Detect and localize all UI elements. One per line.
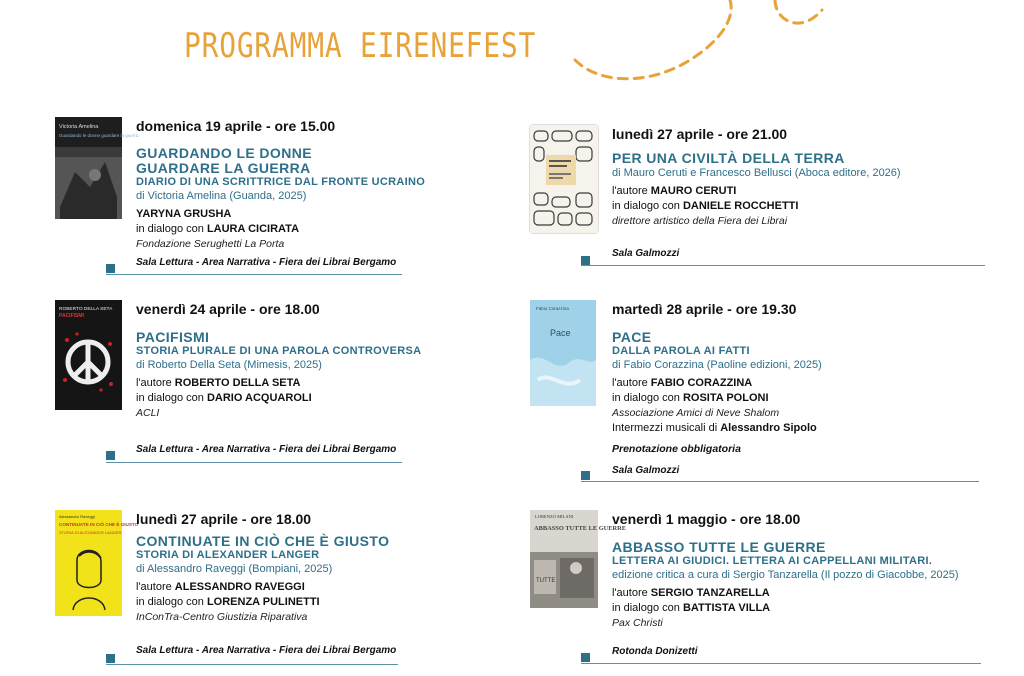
event-author: l'autore MAURO CERUTI — [612, 185, 737, 197]
event-subtitle: LETTERA AI GIUDICI. LETTERA AI CAPPELLANI MILITARI. — [612, 555, 933, 567]
cover-author-text: Fabio Corazzina — [536, 306, 569, 311]
event-speaker: YARYNA GRUSHA — [136, 208, 232, 220]
book-cover-civilta — [530, 125, 598, 233]
cover-title-text: Guardando le donne guardare la guerra — [59, 133, 139, 138]
event-subtitle: STORIA DI ALEXANDER LANGER — [136, 549, 320, 561]
book-cover-pace — [530, 300, 596, 406]
venue-marker — [106, 451, 115, 460]
venue-divider — [106, 664, 398, 665]
venue-label: Sala Galmozzi — [612, 465, 680, 476]
cover-author-text: LORENZO MILANI — [535, 514, 574, 519]
cover-title-text: Pace — [550, 328, 571, 338]
book-cover-guardando — [55, 117, 139, 219]
venue-divider — [106, 274, 402, 275]
book-cover-pacifismi — [55, 300, 122, 410]
event-subtitle: DIARIO DI UNA SCRITTRICE DAL FRONTE UCRAINO — [136, 176, 426, 188]
event-title: PACIFISMI — [136, 329, 210, 345]
venue-divider — [581, 663, 981, 664]
cover-title-text: ABBASSO TUTTE LE GUERRE — [534, 525, 627, 532]
venue-marker — [581, 471, 590, 480]
event-music: Intermezzi musicali di Alessandro Sipolo — [612, 422, 817, 434]
venue-label: Sala Lettura - Area Narrativa - Fiera dei Librai Bergamo — [136, 645, 397, 656]
event-author: l'autore FABIO CORAZZINA — [612, 377, 753, 389]
event-byline: di Fabio Corazzina (Paoline edizioni, 2025) — [612, 359, 822, 371]
event-date: domenica 19 aprile - ore 15.00 — [136, 118, 336, 134]
cover-author-text: ROBERTO DELLA SETA — [59, 307, 113, 312]
event-byline: di Mauro Ceruti e Francesco Bellusci (Aboca editore, 2026) — [612, 167, 901, 179]
booking-note: Prenotazione obbligatoria — [612, 443, 741, 455]
cover-photo-text: TUTTE — [536, 578, 556, 584]
event-author: l'autore ROBERTO DELLA SETA — [136, 377, 301, 389]
venue-divider — [581, 265, 985, 266]
event-date: lunedì 27 aprile - ore 21.00 — [612, 126, 788, 142]
event-dialog: in dialogo con DANIELE ROCCHETTI — [612, 200, 799, 212]
event-author: l'autore ALESSANDRO RAVEGGI — [136, 581, 305, 593]
event-title: PACE — [612, 329, 652, 345]
cover-title-text: PACIFISMI — [59, 313, 84, 319]
event-author: l'autore SERGIO TANZARELLA — [612, 587, 770, 599]
event-title: ABBASSO TUTTE LE GUERRE — [612, 539, 826, 555]
event-date: venerdì 24 aprile - ore 18.00 — [136, 301, 320, 317]
venue-label: Rotonda Donizetti — [612, 646, 698, 657]
event-role: Associazione Amici di Neve Shalom — [612, 407, 780, 419]
cover-subtitle-text: STORIA DI ALEXANDER LANGER — [59, 530, 122, 535]
cover-author-text: Alessandro Raveggi — [59, 514, 95, 519]
venue-label: Sala Lettura - Area Narrativa - Fiera dei Librai Bergamo — [136, 444, 397, 455]
event-byline: di Roberto Della Seta (Mimesis, 2025) — [136, 359, 322, 371]
cover-author-text: Victoria Amelina — [59, 124, 99, 130]
event-date: venerdì 1 maggio - ore 18.00 — [612, 511, 801, 527]
venue-marker — [581, 256, 590, 265]
event-dialog: in dialogo con DARIO ACQUAROLI — [136, 392, 312, 404]
event-byline: di Alessandro Raveggi (Bompiani, 2025) — [136, 563, 333, 575]
event-role: InConTra-Centro Giustizia Riparativa — [136, 611, 308, 623]
event-byline: edizione critica a cura di Sergio Tanzarella (Il pozzo di Giacobbe, 2025) — [612, 569, 959, 581]
event-title: PER UNA CIVILTÀ DELLA TERRA — [612, 150, 845, 166]
event-dialog: in dialogo con LORENZA PULINETTI — [136, 596, 320, 608]
event-byline: di Victoria Amelina (Guanda, 2025) — [136, 190, 307, 202]
venue-marker — [106, 264, 115, 273]
dashed-curve-decoration — [560, 0, 830, 95]
event-role: ACLI — [136, 407, 160, 419]
event-dialog: in dialogo con LAURA CICIRATA — [136, 223, 300, 235]
book-cover-continuate — [55, 510, 139, 616]
event-date: lunedì 27 aprile - ore 18.00 — [136, 511, 312, 527]
event-date: martedì 28 aprile - ore 19.30 — [612, 301, 797, 317]
book-cover-abbasso — [530, 510, 627, 608]
event-role: direttore artistico della Fiera dei Librai — [612, 215, 788, 227]
event-subtitle: STORIA PLURALE DI UNA PAROLA CONTROVERSA — [136, 345, 422, 357]
page-title: PROGRAMMA EIRENEFEST — [184, 26, 537, 66]
event-dialog: in dialogo con BATTISTA VILLA — [612, 602, 771, 614]
venue-label: Sala Galmozzi — [612, 248, 680, 259]
event-role: Pax Christi — [612, 617, 663, 629]
venue-label: Sala Lettura - Area Narrativa - Fiera dei Librai Bergamo — [136, 257, 397, 268]
venue-divider — [106, 462, 402, 463]
event-title-line2: GUARDARE LA GUERRA — [136, 160, 311, 176]
event-dialog: in dialogo con ROSITA POLONI — [612, 392, 769, 404]
venue-marker — [106, 654, 115, 663]
event-title-line1: GUARDANDO LE DONNE — [136, 145, 312, 161]
event-title: CONTINUATE IN CIÒ CHE È GIUSTO — [136, 533, 390, 549]
event-subtitle: DALLA PAROLA AI FATTI — [612, 345, 750, 357]
cover-title-text: CONTINUATE IN CIÒ CHE È GIUSTO — [59, 522, 139, 527]
venue-marker — [581, 653, 590, 662]
venue-divider — [581, 481, 979, 482]
event-role: Fondazione Serughetti La Porta — [136, 238, 285, 250]
